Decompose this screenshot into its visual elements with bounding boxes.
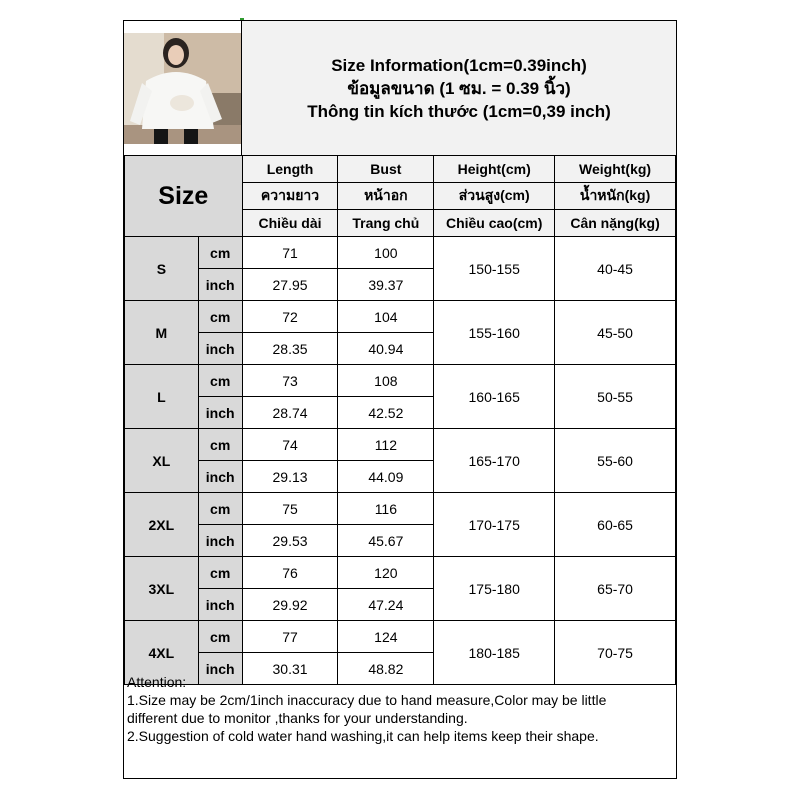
table-row [125,557,676,589]
attention-line-3: 2.Suggestion of cold water hand washing,it can help items keep their shape. [127,728,599,744]
unit-cell: inch [198,525,242,557]
column-header-weight-vi: Cân nặng(kg) [555,210,676,237]
table-row [125,493,676,525]
title-thai: ข้อมูลขนาด (1 ซม. = 0.39 นิ้ว) [347,78,571,98]
size-cell: 3XL [125,557,199,621]
column-header-height-th: ส่วนสูง(cm) [434,183,555,210]
unit-cell: cm [198,429,242,461]
length-cm-cell: 76 [242,557,338,589]
column-header-bust: Bust [338,156,434,183]
weight-cell: 55-60 [555,429,676,493]
bust-inch-cell: 39.37 [338,269,434,301]
unit-cell: cm [198,493,242,525]
length-inch-cell: 29.53 [242,525,338,557]
column-header-height: Height(cm) [434,156,555,183]
column-header-length-vi: Chiều dài [242,210,338,237]
length-cm-cell: 77 [242,621,338,653]
bust-cm-cell: 120 [338,557,434,589]
column-header-length-th: ความยาว [242,183,338,210]
bust-inch-cell: 45.67 [338,525,434,557]
size-cell: 4XL [125,621,199,685]
length-inch-cell: 27.95 [242,269,338,301]
weight-cell: 65-70 [555,557,676,621]
length-cm-cell: 71 [242,237,338,269]
bust-cm-cell: 108 [338,365,434,397]
column-header-weight-th: น้ำหนัก(kg) [555,183,676,210]
column-header-bust-vi: Trang chủ [338,210,434,237]
product-photo-illustration [124,33,241,144]
unit-cell: inch [198,653,242,685]
size-cell: XL [125,429,199,493]
unit-cell: inch [198,397,242,429]
height-cell: 150-155 [434,237,555,301]
column-header-weight: Weight(kg) [555,156,676,183]
table-row [125,301,676,333]
column-header-bust-th: หน้าอก [338,183,434,210]
table-row [125,365,676,397]
length-inch-cell: 29.92 [242,589,338,621]
bust-inch-cell: 48.82 [338,653,434,685]
height-cell: 165-170 [434,429,555,493]
weight-cell: 40-45 [555,237,676,301]
unit-cell: inch [198,461,242,493]
header-row-english [125,156,676,183]
table-row [125,429,676,461]
weight-cell: 70-75 [555,621,676,685]
unit-cell: cm [198,365,242,397]
weight-cell: 50-55 [555,365,676,429]
bust-cm-cell: 124 [338,621,434,653]
attention-line-2: different due to monitor ,thanks for your understanding. [127,710,468,726]
height-cell: 170-175 [434,493,555,557]
unit-cell: cm [198,237,242,269]
size-header: Size [125,156,243,237]
length-inch-cell: 30.31 [242,653,338,685]
bust-cm-cell: 116 [338,493,434,525]
unit-cell: cm [198,621,242,653]
length-cm-cell: 72 [242,301,338,333]
unit-cell: inch [198,269,242,301]
unit-cell: inch [198,589,242,621]
height-cell: 155-160 [434,301,555,365]
height-cell: 180-185 [434,621,555,685]
size-chart-sheet [123,20,677,779]
bust-cm-cell: 100 [338,237,434,269]
bust-inch-cell: 40.94 [338,333,434,365]
bust-inch-cell: 47.24 [338,589,434,621]
length-inch-cell: 29.13 [242,461,338,493]
weight-cell: 60-65 [555,493,676,557]
title-english: Size Information(1cm=0.39inch) [331,55,587,75]
unit-cell: cm [198,301,242,333]
attention-line-1: 1.Size may be 2cm/1inch inaccuracy due to hand measure,Color may be little [127,692,607,708]
length-inch-cell: 28.74 [242,397,338,429]
table-row [125,621,676,653]
height-cell: 160-165 [434,365,555,429]
unit-cell: cm [198,557,242,589]
bust-inch-cell: 42.52 [338,397,434,429]
size-table [124,155,676,685]
bust-inch-cell: 44.09 [338,461,434,493]
length-inch-cell: 28.35 [242,333,338,365]
weight-cell: 45-50 [555,301,676,365]
size-cell: M [125,301,199,365]
attention-heading: Attention: [127,674,187,690]
length-cm-cell: 73 [242,365,338,397]
size-cell: S [125,237,199,301]
column-header-height-vi: Chiều cao(cm) [434,210,555,237]
size-cell: 2XL [125,493,199,557]
product-photo [124,33,241,144]
title-vietnamese: Thông tin kích thước (1cm=0,39 inch) [307,101,611,121]
length-cm-cell: 75 [242,493,338,525]
bust-cm-cell: 104 [338,301,434,333]
size-cell: L [125,365,199,429]
bust-cm-cell: 112 [338,429,434,461]
height-cell: 175-180 [434,557,555,621]
table-row [125,237,676,269]
title-box [241,21,676,155]
attention-notes [124,673,676,745]
unit-cell: inch [198,333,242,365]
length-cm-cell: 74 [242,429,338,461]
column-header-length: Length [242,156,338,183]
